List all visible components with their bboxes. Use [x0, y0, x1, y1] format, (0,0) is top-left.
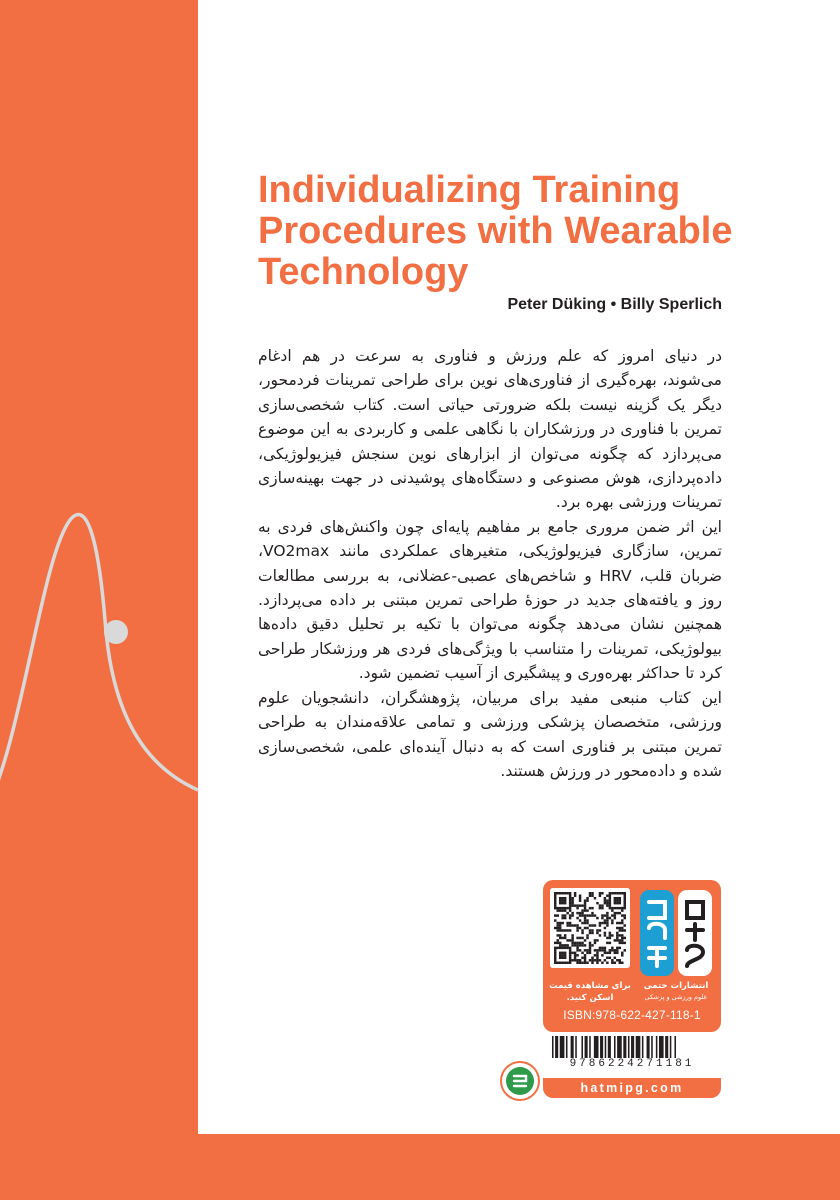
qr-price-note: [549, 980, 631, 1004]
book-title: [258, 170, 738, 293]
bottom-band: [0, 1134, 840, 1200]
isbn-label: ISBN:978-622-427-118-1: [563, 1008, 701, 1022]
price-note-line-2: اسکن کنید.: [566, 993, 614, 1003]
description-paragraph-1: در دنیای امروز که علم ورزش و فناوری به سرعت در هم ادغام می‌شوند، بهره‌گیری از فناوری‌های نوین برای طراحی تمرینات فردمحور، دیگر یک گزینه نیست بلکه ضرورتی حیاتی است. کتاب شخصی‌سازی تمرین با فناوری در ورزشکاران با نگاهی علمی و کاربردی به این موضوع می‌پردازد که چگونه می‌توان از ابزارهای نوین سنجش فیزیولوژیکی، داده‌پردازی، هوش مصنوعی و دستگاه‌های پوشیدنی در جهت بهینه‌سازی تمرینات ورزشی بهره برد.: [258, 347, 722, 512]
title-line-1: Individualizing Training: [258, 169, 681, 211]
qr-code-icon[interactable]: [550, 888, 630, 968]
price-note-line-1: برای مشاهده قیمت: [549, 981, 631, 991]
spine-dot: [104, 620, 128, 644]
publisher-website[interactable]: hatmipg.com: [543, 1078, 721, 1098]
publisher-subtitle: علوم ورزشی و پزشکی: [644, 993, 708, 1001]
publisher-round-logo-icon: [500, 1061, 540, 1101]
barcode-number: 9786224271181: [543, 1058, 721, 1070]
barcode-graphic: [552, 1036, 712, 1060]
publisher-box: [543, 880, 721, 1032]
title-line-2: Procedures with Wearable: [258, 210, 733, 252]
barcode: [543, 1032, 721, 1080]
book-authors: Peter Düking • Billy Sperlich: [507, 296, 722, 313]
title-line-3: Technology: [258, 251, 469, 293]
description-paragraph-3: این کتاب منبعی مفید برای مربیان، پژوهشگران، دانشجویان علوم ورزشی، متخصصان پزشکی ورزشی و تمامی علاقه‌مندان به طراحی تمرین مبتنی بر فناوری است که به دنبال آینده‌ای علمی، شخصی‌سازی شده و داده‌محور در ورزش هستند.: [258, 688, 722, 780]
hatmi-logo-icon: [638, 888, 714, 978]
publisher-name: انتشارات حتمی: [643, 981, 709, 991]
spine-curve-decoration: [0, 0, 198, 1200]
qr-code-graphic: [554, 892, 626, 964]
book-description: [258, 344, 722, 783]
description-paragraph-2: این اثر ضمن مروری جامع بر مفاهیم پایه‌ای چون واکنش‌های فردی به تمرین، سازگاری فیزیولوژیکی، متغیرهای عملکردی مانند VO2max، ضربان قلب، HRV و شاخص‌های عصبی-عضلانی، به بررسی مطالعات روز و یافته‌های جدید در حوزهٔ طراحی تمرین مبتنی بر داده می‌پردازد. همچنین نشان می‌دهد چگونه می‌توان با تکیه بر تحلیل دقیق داده‌ها بیولوژیکی، تمرینات را متناسب با ویژگی‌های فردی هر ورزشکار طراحی کرد تا حداکثر بهره‌وری و پیشگیری از آسیب تضمین شود.: [258, 517, 722, 683]
